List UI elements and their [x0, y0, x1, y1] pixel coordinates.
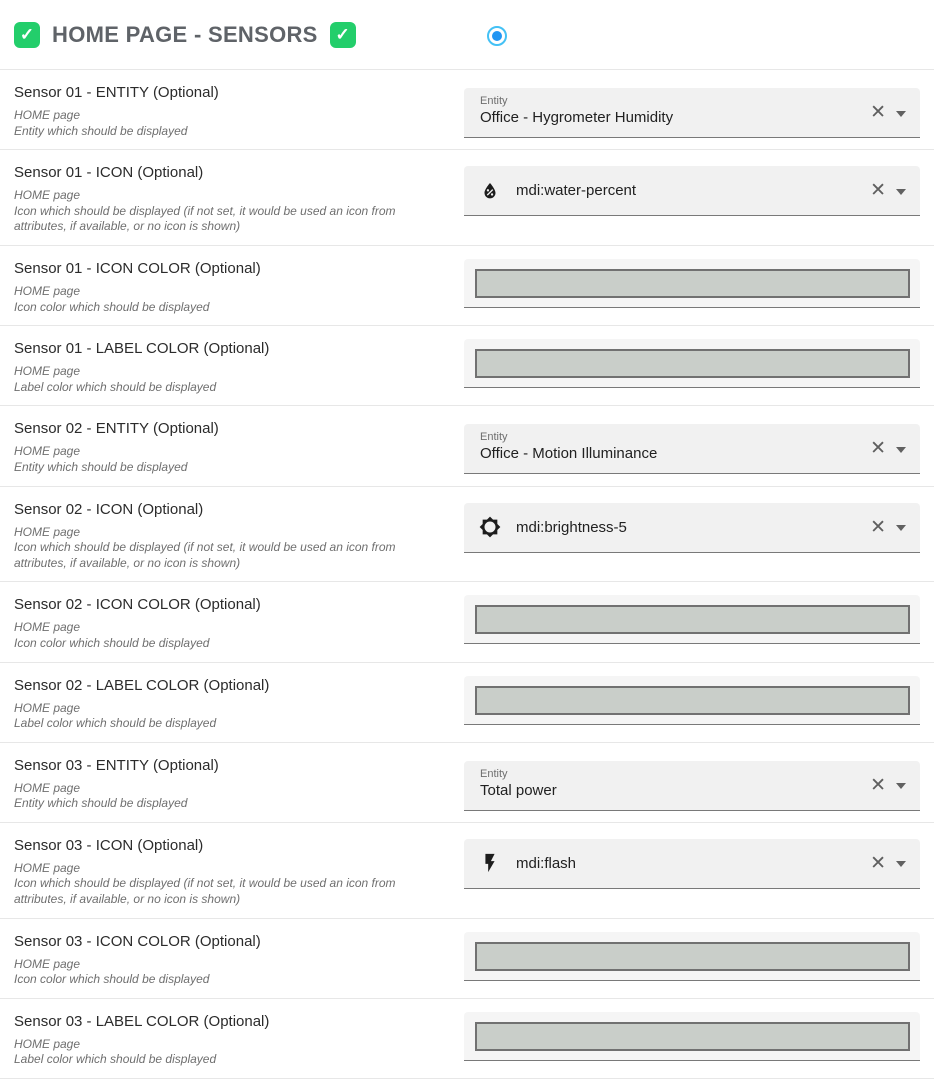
settings-row-sensor02-label-color	[0, 663, 934, 743]
row-info	[0, 326, 464, 405]
row-label: Sensor 01 - ICON COLOR (Optional)	[14, 259, 261, 277]
row-info	[0, 150, 464, 245]
row-subtitle: HOME page	[14, 524, 81, 539]
color-field	[464, 595, 920, 644]
settings-row-sensor03-icon-color	[0, 919, 934, 999]
settings-row-sensor03-entity	[0, 743, 934, 823]
clear-icon[interactable]: ✕	[870, 179, 886, 202]
entity-select[interactable]	[464, 88, 920, 138]
row-subtitle: HOME page	[14, 444, 81, 459]
row-info	[0, 743, 464, 822]
checkmark-icon: ✓	[14, 22, 40, 48]
row-description: Label color which should be displayed	[14, 379, 217, 394]
checkmark-icon: ✓	[330, 22, 356, 48]
row-description: Icon which should be displayed (if not set, it would be used an icon from attributes, if available, or no icon is shown)	[14, 203, 396, 234]
page-title: HOME PAGE - SENSORS	[52, 21, 318, 47]
entity-select-content	[464, 424, 870, 473]
field-value: Total power	[480, 781, 557, 799]
color-field	[464, 932, 920, 981]
row-description: Icon which should be displayed (if not set, it would be used an icon from attributes, if available, or no icon is shown)	[14, 540, 396, 570]
row-info	[0, 487, 464, 582]
water-percent-icon	[478, 179, 502, 203]
dropdown-caret-icon[interactable]	[896, 189, 906, 195]
settings-row-sensor02-icon	[0, 487, 934, 583]
row-info	[0, 823, 464, 918]
row-description: Icon color which should be displayed	[14, 635, 210, 650]
row-info	[0, 406, 464, 485]
field-label: Entity	[480, 431, 508, 444]
row-label: Sensor 02 - ICON COLOR (Optional)	[14, 596, 261, 614]
settings-row-sensor02-entity	[0, 406, 934, 486]
row-subtitle: HOME page	[14, 860, 81, 875]
row-label: Sensor 02 - ICON (Optional)	[14, 500, 204, 518]
color-text-input[interactable]	[475, 686, 910, 715]
row-label: Sensor 02 - LABEL COLOR (Optional)	[14, 676, 270, 694]
settings-row-sensor01-icon	[0, 150, 934, 246]
field-value: Office - Hygrometer Humidity	[480, 109, 674, 126]
row-label: Sensor 01 - ENTITY (Optional)	[14, 84, 219, 101]
row-subtitle: HOME page	[14, 188, 81, 203]
color-text-input[interactable]	[475, 605, 910, 634]
row-description: Icon color which should be displayed	[14, 299, 210, 314]
dropdown-caret-icon[interactable]	[896, 525, 906, 531]
clear-icon[interactable]: ✕	[870, 515, 886, 538]
color-field	[464, 259, 920, 308]
field-label: Entity	[480, 767, 508, 780]
settings-row-sensor01-icon-color	[0, 246, 934, 326]
row-description: Label color which should be displayed	[14, 1052, 217, 1067]
clear-icon[interactable]: ✕	[870, 437, 886, 460]
field-label: Entity	[480, 95, 508, 107]
field-value: mdi:water-percent	[516, 182, 637, 200]
section-header	[0, 0, 934, 70]
color-text-input[interactable]	[475, 349, 910, 378]
settings-row-sensor03-icon	[0, 823, 934, 919]
row-info	[0, 999, 464, 1078]
row-subtitle: HOME page	[14, 956, 81, 971]
dropdown-caret-icon[interactable]	[896, 861, 906, 867]
icon-select[interactable]	[464, 839, 920, 889]
row-description: Entity which should be displayed	[14, 459, 188, 474]
row-label: Sensor 03 - LABEL COLOR (Optional)	[14, 1012, 270, 1030]
row-label: Sensor 01 - ICON (Optional)	[14, 164, 204, 182]
brightness-5-icon	[478, 515, 502, 539]
icon-select[interactable]	[464, 503, 920, 553]
color-field	[464, 676, 920, 725]
row-info	[0, 246, 464, 325]
row-info	[0, 919, 464, 998]
row-label: Sensor 03 - ICON COLOR (Optional)	[14, 932, 261, 950]
radio-dot	[492, 31, 502, 41]
row-subtitle: HOME page	[14, 780, 81, 795]
dropdown-caret-icon[interactable]	[896, 111, 906, 117]
field-value: mdi:flash	[516, 854, 577, 872]
color-text-input[interactable]	[475, 942, 910, 971]
row-subtitle: HOME page	[14, 108, 81, 122]
row-label: Sensor 03 - ENTITY (Optional)	[14, 756, 219, 774]
row-label: Sensor 01 - LABEL COLOR (Optional)	[14, 340, 270, 358]
settings-row-sensor01-entity	[0, 70, 934, 150]
row-subtitle: HOME page	[14, 283, 81, 298]
color-field	[464, 339, 920, 388]
entity-select[interactable]	[464, 424, 920, 474]
row-label: Sensor 03 - ICON (Optional)	[14, 836, 204, 854]
dropdown-caret-icon[interactable]	[896, 447, 906, 453]
row-label: Sensor 02 - ENTITY (Optional)	[14, 420, 219, 438]
row-info	[0, 663, 464, 742]
entity-select-content	[464, 761, 870, 810]
entity-select-content	[464, 88, 870, 137]
flash-icon	[478, 851, 502, 875]
clear-icon[interactable]: ✕	[870, 851, 886, 874]
row-description: Entity which should be displayed	[14, 796, 188, 811]
row-subtitle: HOME page	[14, 620, 81, 635]
field-value: mdi:brightness-5	[516, 518, 627, 536]
settings-row-sensor01-label-color	[0, 326, 934, 406]
row-subtitle: HOME page	[14, 700, 81, 715]
entity-select[interactable]	[464, 761, 920, 811]
settings-row-sensor02-icon-color	[0, 582, 934, 662]
row-subtitle: HOME page	[14, 1036, 81, 1051]
clear-icon[interactable]: ✕	[870, 101, 886, 123]
row-description: Label color which should be displayed	[14, 716, 217, 731]
row-description: Icon color which should be displayed	[14, 972, 210, 987]
row-info	[0, 582, 464, 661]
clear-icon[interactable]: ✕	[870, 773, 886, 796]
color-text-input[interactable]	[475, 1022, 910, 1051]
dropdown-caret-icon[interactable]	[896, 783, 906, 789]
radio-selected-icon[interactable]	[487, 26, 507, 46]
icon-select[interactable]	[464, 166, 920, 216]
row-info	[0, 70, 464, 149]
field-value: Office - Motion Illuminance	[480, 445, 658, 463]
color-text-input[interactable]	[475, 269, 910, 298]
row-subtitle: HOME page	[14, 364, 81, 379]
row-description: Icon which should be displayed (if not set, it would be used an icon from attributes, if available, or no icon is shown)	[14, 876, 396, 907]
settings-row-sensor03-label-color	[0, 999, 934, 1079]
row-description: Entity which should be displayed	[14, 123, 188, 138]
color-field	[464, 1012, 920, 1061]
